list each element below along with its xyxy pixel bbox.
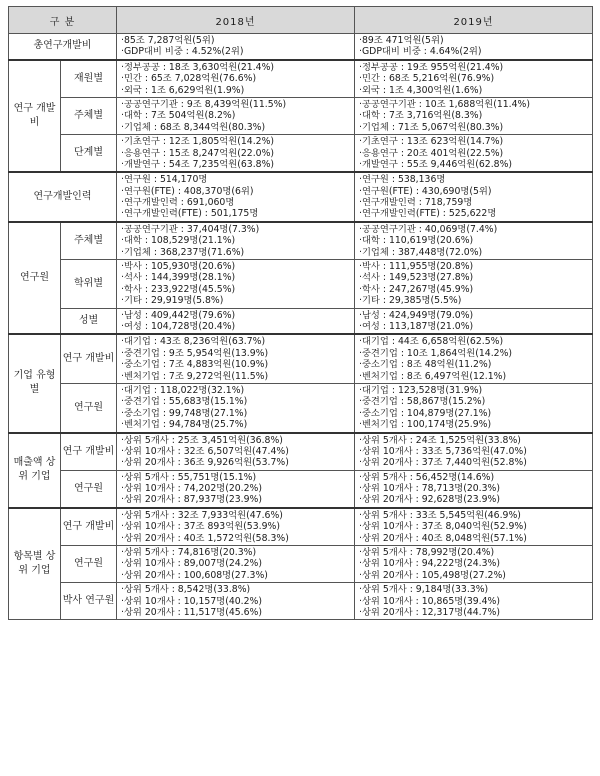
value-cell-2019: [355, 508, 593, 546]
table-row: [9, 508, 593, 546]
value-line: ·상위 5개사 : 25조 3,451억원(36.8%): [121, 434, 283, 446]
value-line: ·상위 20개사 : 92,628명(23.9%): [359, 494, 501, 506]
value-line: ·벤처기업 : 100,174명(25.9%): [359, 419, 492, 431]
table-row: [9, 97, 593, 134]
value-line: ·벤처기업 : 7조 9,272억원(11.5%): [121, 370, 269, 382]
value-line: ·상위 10개사 : 10,157명(40.2%): [121, 595, 263, 607]
header-category: 구 분: [9, 7, 117, 34]
value-line: ·박사 : 105,930명(20.6%): [121, 261, 236, 273]
value-cell-2018: [117, 308, 355, 334]
value-line: ·상위 5개사 : 74,816명(20.3%): [121, 547, 257, 559]
value-line: ·연구개발인력 : 718,759명: [359, 197, 473, 209]
value-line: ·민간 : 68조 5,216억원(76.9%): [359, 73, 495, 85]
value-line: ·상위 10개사 : 94,222명(24.3%): [359, 558, 501, 570]
value-line: ·중소기업 : 7조 4,883억원(10.9%): [121, 359, 269, 371]
value-cell-2019: [355, 470, 593, 508]
value-line: ·기업체 : 71조 5,067억원(80.3%): [359, 121, 504, 133]
value-line: ·대기업 : 118,022명(32.1%): [121, 384, 245, 396]
value-line: ·대학 : 108,529명(21.1%): [121, 235, 236, 247]
value-cell-2018: [117, 470, 355, 508]
value-line: ·중견기업 : 58,867명(15.2%): [359, 396, 486, 408]
table-row: [9, 308, 593, 334]
value-cell-2018: [117, 60, 355, 98]
header-2018: 2018년: [117, 7, 355, 34]
value-line: ·상위 20개사 : 87,937명(23.9%): [121, 494, 263, 506]
value-line: ·상위 10개사 : 37조 893억원(53.9%): [121, 521, 280, 533]
table-row: [9, 135, 593, 173]
value-line: ·89조 471억원(5위): [359, 35, 444, 46]
value-line: ·응용연구 : 20조 401억원(22.5%): [359, 147, 504, 159]
table-row: [9, 334, 593, 383]
value-line: ·대학 : 7조 504억원(8.2%): [121, 110, 236, 122]
value-line: ·상위 5개사 : 8,542명(33.8%): [121, 584, 251, 596]
statistics-table-container: [8, 6, 592, 620]
value-line: ·기업체 : 387,448명(72.0%): [359, 246, 483, 258]
value-line: ·공공연구기관 : 10조 1,688억원(11.4%): [359, 98, 531, 110]
value-line: ·대학 : 110,619명(20.6%): [359, 235, 474, 247]
value-line: ·상위 20개사 : 100,608명(27.3%): [121, 569, 268, 581]
table-row: [9, 433, 593, 471]
section-label: 기업 유형별: [9, 334, 61, 432]
subcategory-label: 연구 개발비: [61, 334, 117, 383]
value-cell-2018: [117, 334, 355, 383]
value-line: ·연구원 : 538,136명: [359, 174, 446, 186]
value-line: ·기타 : 29,919명(5.8%): [121, 295, 224, 307]
value-line: ·대기업 : 44조 6,658억원(62.5%): [359, 336, 504, 348]
value-line: ·상위 20개사 : 11,517명(45.6%): [121, 606, 263, 618]
value-line: ·정부공공 : 19조 955억원(21.4%): [359, 61, 504, 73]
value-line: ·기초연구 : 13조 623억원(14.7%): [359, 136, 504, 148]
table-row: [9, 546, 593, 583]
value-line: ·개발연구 : 54조 7,235억원(63.8%): [121, 158, 275, 170]
value-line: ·응용연구 : 15조 8,247억원(22.0%): [121, 147, 275, 159]
value-line: ·상위 10개사 : 33조 5,736억원(47.0%): [359, 445, 527, 457]
value-line: ·기업체 : 368,237명(71.6%): [121, 246, 245, 258]
value-line: ·공공연구기관 : 40,069명(7.4%): [359, 223, 498, 235]
value-line: ·중견기업 : 55,683명(15.1%): [121, 396, 248, 408]
value-line: ·상위 10개사 : 10,865명(39.4%): [359, 595, 501, 607]
value-line: ·석사 : 144,399명(28.1%): [121, 272, 236, 284]
section-label: 연구 개발비: [9, 60, 61, 173]
value-line: ·외국 : 1조 6,629억원(1.9%): [121, 84, 245, 96]
value-line: ·연구개발인력(FTE) : 501,175명: [121, 208, 259, 220]
value-line: ·상위 10개사 : 32조 6,507억원(47.4%): [121, 445, 289, 457]
subcategory-label: 박사 연구원: [61, 583, 117, 620]
value-line: ·중소기업 : 104,879명(27.1%): [359, 407, 492, 419]
value-cell-2019: [355, 222, 593, 260]
value-line: ·상위 5개사 : 33조 5,545억원(46.9%): [359, 509, 521, 521]
value-line: ·공공연구기관 : 37,404명(7.3%): [121, 223, 260, 235]
value-cell-2018: [117, 433, 355, 471]
value-line: ·중소기업 : 99,748명(27.1%): [121, 407, 248, 419]
value-cell-2019: [355, 260, 593, 309]
value-line: ·개발연구 : 55조 9,446억원(62.8%): [359, 158, 513, 170]
section-label: 연구개발인력: [9, 172, 117, 222]
value-line: ·상위 20개사 : 12,317명(44.7%): [359, 606, 501, 618]
value-cell-2018: [117, 135, 355, 173]
value-cell-2018: [117, 172, 355, 222]
value-line: ·공공연구기관 : 9조 8,439억원(11.5%): [121, 98, 287, 110]
value-cell-2018: [117, 260, 355, 309]
rd-statistics-table: [8, 6, 593, 620]
subcategory-label: 연구원: [61, 383, 117, 432]
subcategory-label: 연구원: [61, 470, 117, 508]
value-line: ·상위 20개사 : 40조 1,572억원(58.3%): [121, 532, 289, 544]
value-line: ·상위 5개사 : 78,992명(20.4%): [359, 547, 495, 559]
value-line: ·상위 10개사 : 74,202명(20.2%): [121, 483, 263, 495]
subcategory-label: 성별: [61, 308, 117, 334]
value-line: ·학사 : 247,267명(45.9%): [359, 283, 474, 295]
value-line: ·연구원(FTE) : 430,690명(5위): [359, 185, 492, 197]
value-cell-2019: [355, 546, 593, 583]
value-cell-2019: [355, 334, 593, 383]
value-line: ·상위 20개사 : 40조 8,048억원(57.1%): [359, 532, 527, 544]
value-line: ·대기업 : 43조 8,236억원(63.7%): [121, 336, 266, 348]
value-line: ·상위 10개사 : 89,007명(24.2%): [121, 558, 263, 570]
value-line: ·85조 7,287억원(5위): [121, 35, 215, 46]
value-line: ·여성 : 113,187명(21.0%): [359, 320, 474, 332]
value-line: ·상위 5개사 : 32조 7,933억원(47.6%): [121, 509, 283, 521]
value-line: ·상위 10개사 : 78,713명(20.3%): [359, 483, 501, 495]
value-line: ·기업체 : 68조 8,344억원(80.3%): [121, 121, 266, 133]
value-cell-2019: [355, 34, 593, 60]
value-line: ·민간 : 65조 7,028억원(76.6%): [121, 73, 257, 85]
value-cell-2018: [117, 222, 355, 260]
value-line: ·기타 : 29,385명(5.5%): [359, 295, 462, 307]
value-line: ·연구개발인력(FTE) : 525,622명: [359, 208, 497, 220]
table-body: [9, 34, 593, 620]
value-cell-2019: [355, 97, 593, 134]
table-row: [9, 470, 593, 508]
value-line: ·상위 20개사 : 105,498명(27.2%): [359, 569, 506, 581]
value-line: ·여성 : 104,728명(20.4%): [121, 320, 236, 332]
subcategory-label: 학위별: [61, 260, 117, 309]
value-cell-2018: [117, 34, 355, 60]
subcategory-label: 재원별: [61, 60, 117, 98]
table-row: [9, 172, 593, 222]
value-cell-2018: [117, 508, 355, 546]
value-line: ·상위 5개사 : 56,452명(14.6%): [359, 471, 495, 483]
value-cell-2019: [355, 172, 593, 222]
subcategory-label: 연구원: [61, 546, 117, 583]
value-line: ·GDP대비 비중 : 4.64%(2위): [359, 46, 482, 58]
value-line: ·상위 5개사 : 55,751명(15.1%): [121, 471, 257, 483]
value-line: ·상위 20개사 : 36조 9,926억원(53.7%): [121, 457, 289, 469]
value-line: ·외국 : 1조 4,300억원(1.6%): [359, 84, 483, 96]
table-row: [9, 383, 593, 432]
value-line: ·상위 5개사 : 24조 1,525억원(33.8%): [359, 434, 521, 446]
value-cell-2019: [355, 60, 593, 98]
value-line: ·학사 : 233,922명(45.5%): [121, 283, 236, 295]
value-line: ·연구원(FTE) : 408,370명(6위): [121, 185, 254, 197]
value-cell-2019: [355, 308, 593, 334]
value-line: ·대기업 : 123,528명(31.9%): [359, 384, 483, 396]
table-row: [9, 34, 593, 60]
value-line: ·정부공공 : 18조 3,630억원(21.4%): [121, 61, 275, 73]
subcategory-label: 주체별: [61, 222, 117, 260]
section-label: 매출액 상위 기업: [9, 433, 61, 508]
value-cell-2018: [117, 583, 355, 620]
value-line: ·중견기업 : 10조 1,864억원(14.2%): [359, 347, 513, 359]
value-cell-2018: [117, 546, 355, 583]
value-line: ·상위 10개사 : 37조 8,040억원(52.9%): [359, 521, 527, 533]
value-cell-2019: [355, 383, 593, 432]
value-cell-2018: [117, 97, 355, 134]
header-2019: 2019년: [355, 7, 593, 34]
section-label: 연구원: [9, 222, 61, 335]
value-cell-2019: [355, 135, 593, 173]
subcategory-label: 연구 개발비: [61, 433, 117, 471]
value-cell-2019: [355, 433, 593, 471]
table-row: [9, 222, 593, 260]
value-line: ·벤처기업 : 8조 6,497억원(12.1%): [359, 370, 507, 382]
subcategory-label: 주체별: [61, 97, 117, 134]
value-line: ·석사 : 149,523명(27.8%): [359, 272, 474, 284]
value-cell-2019: [355, 583, 593, 620]
section-label: 항목별 상위 기업: [9, 508, 61, 620]
value-line: ·GDP대비 비중 : 4.52%(2위): [121, 46, 244, 58]
value-line: ·기초연구 : 12조 1,805억원(14.2%): [121, 136, 275, 148]
value-line: ·연구개발인력 : 691,060명: [121, 197, 235, 209]
value-line: ·남성 : 424,949명(79.0%): [359, 309, 474, 321]
value-line: ·중견기업 : 9조 5,954억원(13.9%): [121, 347, 269, 359]
section-label: 총연구개발비: [9, 34, 117, 60]
value-line: ·중소기업 : 8조 48억원(11.2%): [359, 359, 492, 371]
table-row: [9, 60, 593, 98]
value-line: ·박사 : 111,955명(20.8%): [359, 261, 474, 273]
table-header-row: [9, 7, 593, 34]
subcategory-label: 연구 개발비: [61, 508, 117, 546]
value-line: ·연구원 : 514,170명: [121, 174, 208, 186]
value-cell-2018: [117, 383, 355, 432]
value-line: ·상위 5개사 : 9,184명(33.3%): [359, 584, 489, 596]
value-line: ·벤처기업 : 94,784명(25.7%): [121, 419, 248, 431]
value-line: ·남성 : 409,442명(79.6%): [121, 309, 236, 321]
table-row: [9, 260, 593, 309]
subcategory-label: 단계별: [61, 135, 117, 173]
value-line: ·상위 20개사 : 37조 7,440억원(52.8%): [359, 457, 527, 469]
value-line: ·대학 : 7조 3,716억원(8.3%): [359, 110, 483, 122]
table-row: [9, 583, 593, 620]
